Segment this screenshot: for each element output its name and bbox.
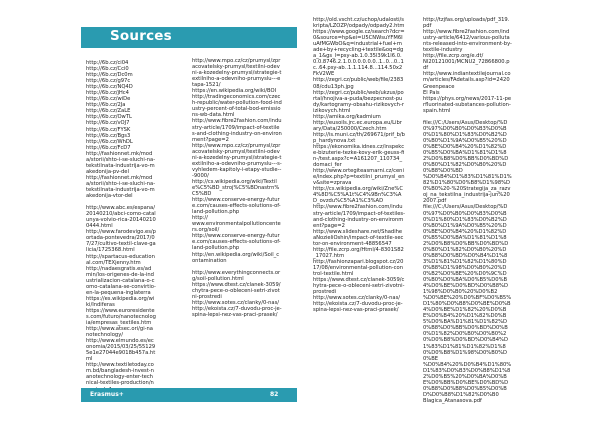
page-title: Sources [110,28,172,44]
sources-list-text: http://www.mpo.cz/cz/prumysl/zpracovatelsky-prumysl/textilni-odevni-a-kozedelny-prumysl/strategie-textilniho-a-odevniho-prumyslu---etapa-1521/ https://en.wikipedia.org/wiki/BOI http://tradingeconomics.com/czech-republic/water-pollution-food-industry-percent-of-total-bod-emissions-wb-data.html http://www.fibre2fashion.com/industry-article/1709/impact-of-textiles-and-clothing-industry-on-environment?page=2 http://www.mpo.cz/cz/prumysl/zpracovatelsky-prumysl/textilni-odevni-a-kozedelny-prumysl/strategie-textilniho-a-odevniho-prumyslu---s-vyhledem-kapitoly-i-etapy-studie---9000/ http://cs.wikipedia.org/wiki/Textile%C5%BD_stroj%C5%BDnastrn%C5%BD http://www.conserve-energy-future.com/causes-effects-solutions-of-land-pollution.php http:// www.environmentalpollutioncenters.org/soil/ http://www.conserve-energy-future.com/causes-effects-solutions-of-land-pollution.php http://en.wikipedia.org/wiki/Soil_contamination http://www.everythingconnects.org/soil-pollution.html https://www.dtest.cz/clanek-3059/chytra-pece-o-obleceni-setri-zivotni-prostredi http://www.sotes.cz/clanky/0-nas/ http://ekoista.cz/7-duvodu-proc-je-spina-lepsi-nez-vas-praci-prasek/ [192,58,282,318]
sources-column-3 [313,17,405,313]
sources-column-4 [423,17,512,404]
sources-list-text: http://tzjfas.org/uploads/pdf_319.pdf http://www.fibre2fashion.com/industry-article/6412/various-pollutants-released-into-environment-by-textile-industry http://file.zcrp.org/e.dt/ Nl20121001/MCNU2_72866800.pdf http://www.indiantextilejournal.com/articles/FAdetails.asp?id=2420 Greenpeace El Pais https://phys.org/news/2017-11-perfluorinated-substances-pollution-spain.html file:///C:/Users/Asus/Desktop/%D0%97%D0%B0%D0%B3%D0%B0%D1%80%D1%83%D0%B2%D0%B0%D1%9A%D0%B5%20%D0%BE%D0%B4%20%D1%82%D0%B5%D0%BA%D1%81%D1%82%D0%B8%D0%BB%D0%BD%D0%B0%D1%82%D0%B0%20%D0%B8%D0%BD %D0%B4%D1%83%D1%81%D1%82%D1%80%D0%B8%D1%98%D0%B0%20-%20Strategija_za_razvoj_na_tekstilna_industrija-jun%202007.pdf file:///C:/Users/Asus/Desktop/%D0%97%D0%B0%D0%B3%D0%B0%D1%80%D1%83%D0%B2%D0%B0%D1%9A%D0%B5%20%D0%BE%D0%B4%20%D1%82%D0%B5%D0%BA%D1%81%D1%82%D0%B8%D0%BB%D0%BD%D0%B0%D1%82%D0%B0%20%D0%B8%D0%BD%D0%B4%D1%83%D1%81%D1%82%D1%80%D0%B8%D1%98%D0%B0%20%D0%B2%D0%BE%20%D0%9C%D0%B0%D0%BA%D0%B5%D0%B4%D0%BE%D0%BD%D0%B8%D1%98%D0%B0%20%D0%B2 %D0%BE%20%D0%BF%D0%B5%D1%80%D0%B8%D0%BE%D0%B4%D0%BE%D1%82%20%D0%BE%D0%B4%20%D1%82%D0%B5%D0%BA%D1%81%D1%82%D0%B8%D0%BB%D0%BD%D0%B0%D1%82%D0%B0%D0%B0%20%D0%B8%D0%BD%D0%B4%D1%83%D1%81%D1%82%D1%80%D0%B8%D1%98%D0%B0%D0%BE %D0%B4%20%D0%B4%D1%80%D1%83%D0%B3%D0%B8%D1%82%D0%B5%20%D0%BA%D0%BE%D0%BB%D0%BE%D0%BD%D0%B8%D0%B8%D0%B5%D0%BD%D0%B8%D1%82%D0%B0 Blagica_Atanasova.pdf [423,17,512,404]
footer-brand-label: Erasmus+ [90,391,124,398]
page-number: 82 [270,391,279,398]
sources-column-2 [192,58,282,318]
sources-list-text: http://6b.cz/ci04 http://6b.cz/Cci0 http://6b.cz/Dc0m http://6b.cz/g97c http://6b.cz/NQ4D http://6b.cz/jHc4 http://6b.cz/wiDe http://6b.cz/2Ja http://6b.cz/ZaLE http://6b.cz/OwTL http://6b.cz/vOJ7 http://6b.cz/FYSK http://6b.cz/Bgs3 http://6b.cz/WhDL http://6b.cz/FcD7 http://fashionnet.mk/moda/storii/shto-i-se-sluchi-na-tekstilnata-industrija-vo-makedonija-pv-del http://fashionnet.mk/moda/storii/shto-i-se-sluchi-na-tekstilnata-industrija-vo-makedonija-vtor-del http://www.abc.es/espana/20140210/abci-como-catalunya-volvio-rica-201402100444.html http://www.farodevigo.es/portada-pontevedra/2017/07/27/cultivo-textil-clave-galicia/1725368.html http://spartacus-educational.com/TEXjenny.htm http://nadaesgratis.es/admin/los-origenes-de-la-industrializacion-catalana-o-como-catalana-se-convirtio-en-la-pequena-inglaterra https://es.wikipedia.org/wiki/Indiferas https://www.euroresidentes.com/futuro/nanotecnologia/empresas_textiles.htm http://www.atsec.ori/gi-nanotechnology/ http://www.elmundo.es/economia/2015/03/25/551295e1e27044e9018b457a.html http://www.textiletoday.com.bd/bangladesh-invest-nanotechnology-enter-technical-textiles-production/n [86,60,156,387]
sources-list-text: http://old.vscht.cz/uchop/udalosti/skripta/LZOZP/odpady/odpady2.htm https://www.google.cz/search?dcr=0&source=hp&ei=U5CNWsuYFM6IuAfMGWbO&q=industrial+fuel+made+by+recycling+textile&oq=dga_1&gs_l=psy-ab.1.0.35l39k1l6.0.0.0.8746.2.1.0.0.0.0.0.0..1..0...0..1c..64.psy-ab..1.1.114.8...114.50x2FkV2WE http://zegri.cz/public/web/file/238308/cdu13ph.jpg http://zegri.cz/public/web/ukzus/portal/hnojiva-a-puda/bezpecnost-pudy/kartogramy-obsahu-rizikovych-rizikovych.html http://amika.org/kadmium http://eusoils.jrc.ec.europa.eu/Library/Data/250000/Czech.htm http://is.muni.cz/th/269671/prif_b/bp_hardynova.txt https://ekonomika.idnes.cz/inspekce-bizuterie-tezke-kovy-erik-geuss-fin-/test.aspx?c=A161207_110734_domaci_fer http://www.ortegiteasmarni.cz/cenie/index.php?p=textilni_prumysl_env&site=zprava http://cs.wikipedia.org/wiki/Zne%C4%8D%C5%A1t%C4%9Bn%C3%AD_ovzdu%C5%A1%C3%AD http://www.fibre2fashion.com/industry-article/1709/impact-of-textiles-and-clothing-industry-on-environment?page=2 http://www.slideshare.net/ShadiheaNozieliOshin/impact-of-textile-sector-on-environment-48856547 http://file.zcrp.org/Html/4-8301S82_17027.htm http://fashionzapari.blogspot.cz/2017/08/environmental-pollution-control-textile.html https://www.dtest.cz/clanek-3059/chytra-pece-o-obleceni-setri-zivotni-prostredi http://www.sotes.cz/clanky/0-nas/ http://ekoista.cz/7-duvodu-proc-je-spina-lepsi-nez-vas-praci-prasek/ [313,17,405,314]
sources-column-1 [86,60,156,393]
